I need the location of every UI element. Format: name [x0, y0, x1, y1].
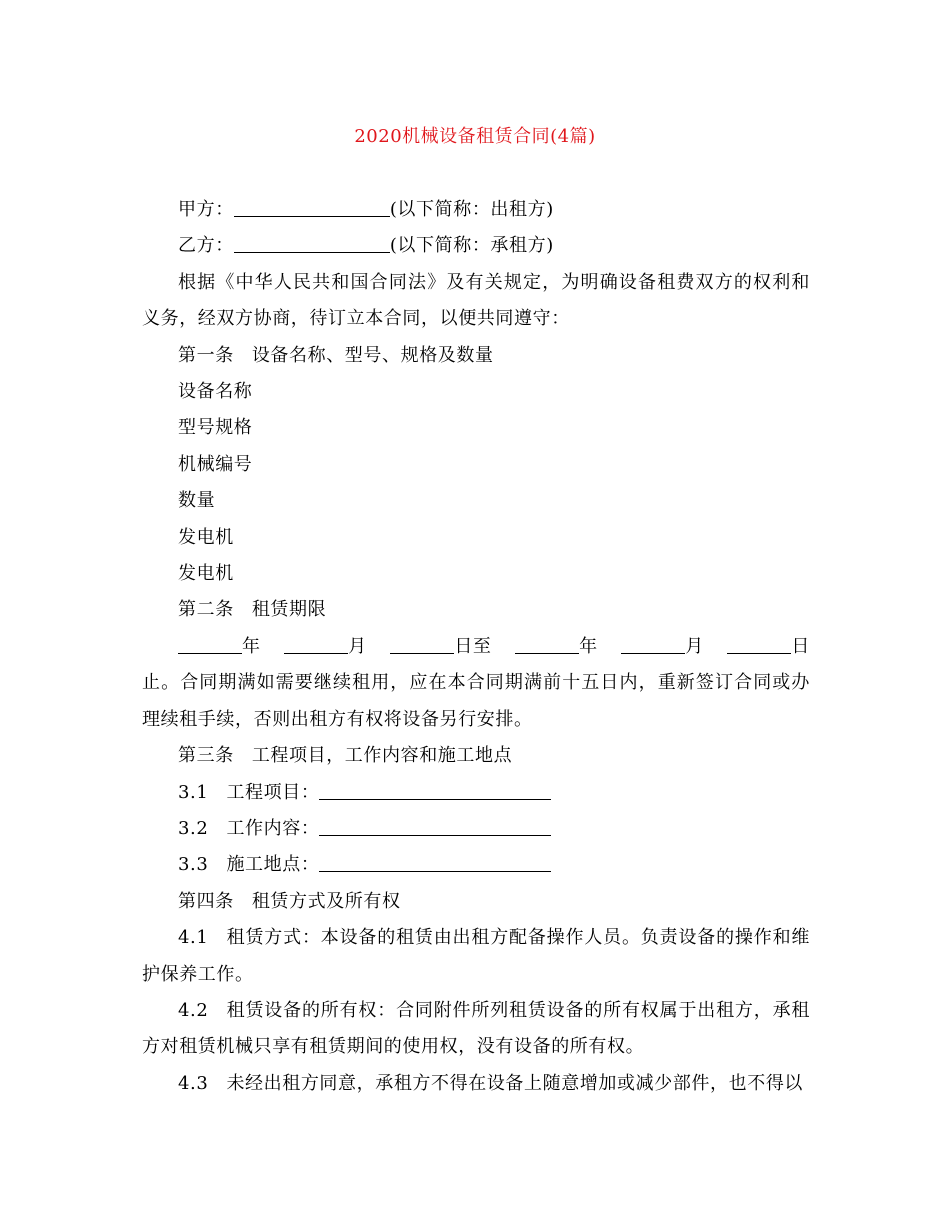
party-b-label: 乙方： — [178, 235, 234, 257]
article-3-title: 工程项目，工作内容和施工地点 — [251, 745, 513, 767]
date-blank — [621, 631, 685, 654]
date-unit: 日 — [791, 635, 810, 657]
party-a-label: 甲方： — [178, 199, 234, 220]
clause-number: 4.2 — [178, 999, 209, 1021]
date-unit: 月 — [348, 635, 367, 657]
date-blank — [727, 631, 791, 654]
party-b-blank — [234, 230, 390, 253]
article-2-title: 租赁期限 — [251, 599, 327, 621]
clause-4-1 — [142, 920, 810, 993]
article-1-item: 发电机 — [178, 563, 234, 585]
party-b-suffix: (以下简称：承租方) — [389, 235, 554, 257]
clause-label: 工作内容： — [226, 817, 320, 839]
article-4-number: 第四条 — [178, 890, 234, 912]
clause-text: 未经出租方同意，承租方不得在设备上随意增加或减少部件，也不得以 — [226, 1072, 804, 1094]
party-a-suffix: (以下简称：出租方) — [389, 199, 554, 220]
project-blank — [319, 777, 551, 800]
article-1-item: 设备名称 — [178, 381, 253, 403]
article-2-heading — [142, 592, 810, 628]
date-blank — [284, 631, 348, 654]
article-3-number: 第三条 — [178, 745, 234, 767]
lease-period-line — [142, 629, 810, 665]
article-2-text: 止。合同期满如需要继续租用，应在本合同期满前十五日内，重新签订合同或办理续租手续，否则出租方有权将设备另行安排。 — [142, 672, 810, 730]
date-segment — [621, 629, 704, 665]
date-segment — [178, 629, 261, 665]
clause-label: 施工地点： — [226, 854, 320, 876]
date-unit: 日至 — [454, 635, 492, 657]
date-blank — [515, 631, 579, 654]
article-1-item: 发电机 — [178, 526, 234, 548]
preamble: 根据《中华人民共和国合同法》及有关规定，为明确设备租费双方的权利和义务，经双方协商，待订立本合同，以便共同遵守： — [142, 271, 810, 330]
work-content-blank — [319, 813, 551, 836]
article-1-heading — [142, 338, 810, 374]
clause-number: 4.1 — [178, 927, 209, 949]
clause-4-3 — [142, 1066, 810, 1102]
party-b-line — [142, 228, 810, 264]
article-1-number: 第一条 — [178, 344, 234, 366]
article-2-number: 第二条 — [178, 599, 234, 621]
article-4-heading — [142, 884, 810, 920]
site-blank — [319, 849, 551, 872]
article-1-item: 数量 — [178, 490, 216, 512]
date-segment — [284, 629, 367, 665]
clause-number: 3.2 — [178, 817, 209, 839]
clause-number: 3.3 — [178, 854, 209, 876]
clause-text: 租赁设备的所有权：合同附件所列租赁设备的所有权属于出租方，承租方对租赁机械只享有租赁期间的使用权，没有设备的所有权。 — [142, 999, 810, 1058]
clause-number: 3.1 — [178, 781, 209, 803]
clause-3-1 — [142, 775, 810, 811]
party-a-line — [142, 192, 810, 228]
article-1-item: 机械编号 — [178, 453, 253, 475]
clause-4-2 — [142, 993, 810, 1066]
document-title: 2020机械设备租赁合同(4篇) — [354, 126, 596, 147]
clause-3-2 — [142, 811, 810, 847]
party-a-blank — [234, 194, 390, 217]
date-unit: 年 — [242, 635, 261, 657]
date-blank — [390, 631, 454, 654]
clause-label: 工程项目： — [226, 781, 320, 803]
date-segment — [390, 629, 491, 665]
document-body — [142, 192, 810, 1102]
article-3-heading — [142, 738, 810, 774]
date-unit: 月 — [685, 635, 704, 657]
article-1-title: 设备名称、型号、规格及数量 — [251, 344, 494, 366]
clause-text: 租赁方式：本设备的租赁由出租方配备操作人员。负责设备的操作和维护保养工作。 — [142, 927, 810, 985]
date-segment — [515, 629, 598, 665]
article-4-title: 租赁方式及所有权 — [251, 890, 401, 912]
article-1-item: 型号规格 — [178, 417, 253, 439]
clause-3-3 — [142, 847, 810, 883]
date-blank — [178, 631, 242, 654]
clause-number: 4.3 — [178, 1072, 209, 1094]
date-unit: 年 — [579, 635, 598, 657]
date-segment — [727, 629, 810, 665]
